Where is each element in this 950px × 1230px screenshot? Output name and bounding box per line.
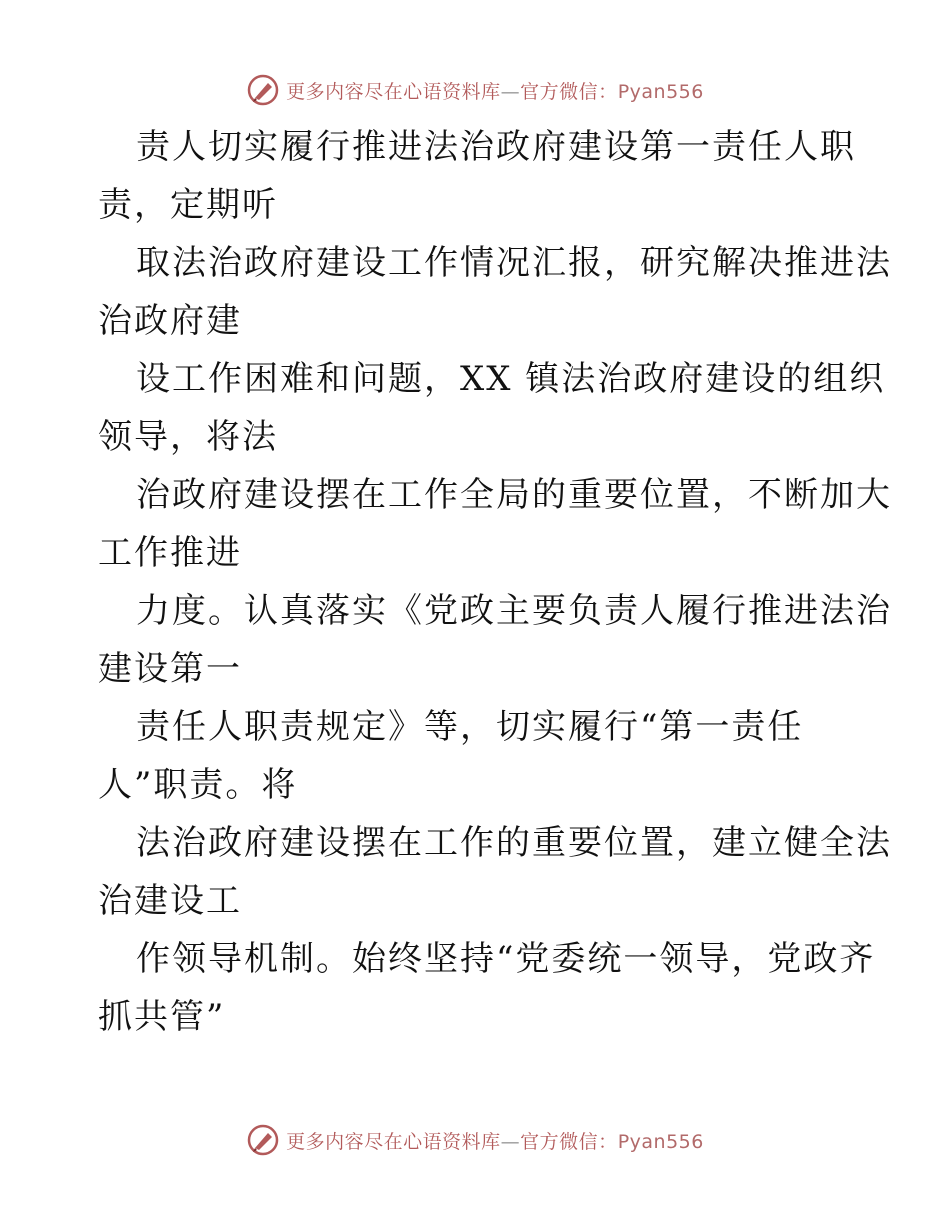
document-body: [98, 118, 892, 1046]
watermark-id: Pyan556: [617, 1130, 704, 1153]
text-line: 治政府建设摆在工作全局的重要位置，不断加大: [136, 475, 892, 515]
watermark-suffix: 官方微信：: [520, 80, 618, 103]
text-line: 责任人职责规定》等，切实履行“第一责任: [136, 707, 804, 747]
watermark-suffix: 官方微信：: [520, 1130, 618, 1153]
text-line: 设工作困难和问题，XX 镇法治政府建设的组织: [136, 359, 886, 399]
text-line: 工作推进: [98, 533, 242, 573]
watermark-main: 更多内容尽在心语资料库: [286, 1130, 501, 1153]
text-line: 治建设工: [98, 881, 242, 921]
text-line: 取法治政府建设工作情况汇报，研究解决推进法: [136, 243, 892, 283]
text-line: 抓共管”: [98, 997, 226, 1037]
text-line: 治政府建: [98, 301, 242, 341]
text-line: 领导，将法: [98, 417, 278, 457]
pen-logo-icon: [246, 1123, 280, 1157]
watermark-text: [286, 77, 704, 104]
text-line: 作领导机制。始终坚持“党委统一领导，党政齐: [136, 939, 876, 979]
watermark-main: 更多内容尽在心语资料库: [286, 80, 501, 103]
text-line: 建设第一: [98, 649, 242, 689]
watermark-dash: —: [500, 1130, 521, 1153]
text-line: 人”职责。将: [98, 765, 298, 805]
watermark-id: Pyan556: [617, 80, 704, 103]
pen-logo-icon: [246, 73, 280, 107]
text-line: 法治政府建设摆在工作的重要位置，建立健全法: [136, 823, 892, 863]
header-watermark: [0, 70, 950, 110]
footer-watermark: [0, 1120, 950, 1160]
text-line: 力度。认真落实《党政主要负责人履行推进法治: [136, 591, 892, 631]
text-line: 责人切实履行推进法治政府建设第一责任人职: [136, 127, 856, 167]
watermark-text: [286, 1127, 704, 1154]
text-line: 责，定期听: [98, 185, 278, 225]
watermark-dash: —: [500, 80, 521, 103]
